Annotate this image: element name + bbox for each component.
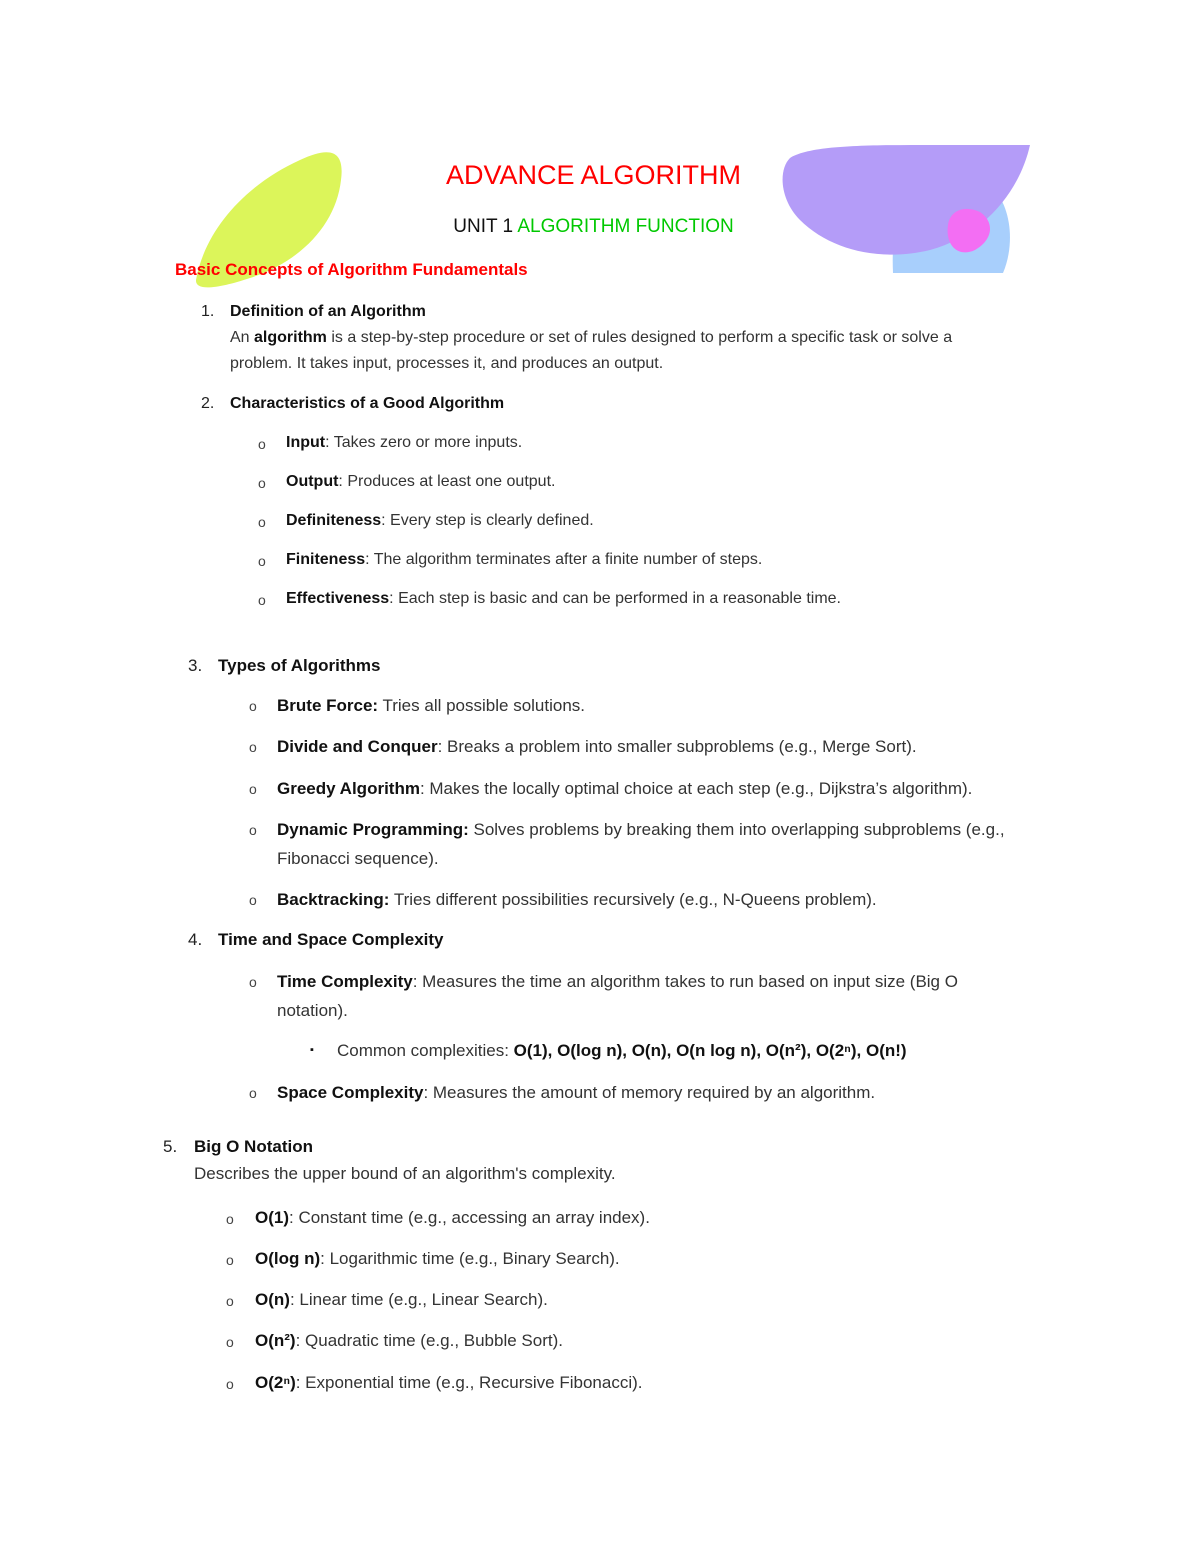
item-heading: Big O Notation <box>194 1137 313 1156</box>
unit-heading <box>0 216 1187 238</box>
item-heading: Time and Space Complexity <box>218 930 444 949</box>
item-number: 5. <box>163 1137 178 1156</box>
bullet-icon: o <box>249 892 257 908</box>
section-title: Basic Concepts of Algorithm Fundamentals <box>175 260 528 279</box>
decorative-shapes <box>0 0 1200 300</box>
bullet-icon: o <box>249 1085 257 1101</box>
bullet-icon: o <box>226 1211 234 1227</box>
bullet-icon: o <box>258 514 266 530</box>
bullet-icon: o <box>249 698 257 714</box>
bullet-icon: o <box>249 781 257 797</box>
list-item: O(2ⁿ): Exponential time (e.g., Recursive Fibonacci). <box>255 1373 643 1392</box>
list-item: Input: Takes zero or more inputs. <box>286 434 523 451</box>
bullet-icon: o <box>258 475 266 491</box>
list-item: Backtracking: Tries different possibilities recursively (e.g., N-Queens problem). <box>277 890 877 909</box>
unit-prefix: UNIT 1 <box>453 216 514 237</box>
bullet-icon: o <box>249 822 257 838</box>
bullet-icon: o <box>258 553 266 569</box>
list-item: Divide and Conquer: Breaks a problem into smaller subproblems (e.g., Merge Sort). <box>277 737 917 756</box>
list-item: Brute Force: Tries all possible solutions. <box>277 696 586 715</box>
list-item: Definiteness: Every step is clearly defined. <box>286 512 594 529</box>
list-item: Greedy Algorithm: Makes the locally optimal choice at each step (e.g., Dijkstra’s algorithm). <box>277 779 973 798</box>
square-bullet-icon: ▪ <box>310 1044 314 1056</box>
item-number: 2. <box>201 395 215 412</box>
paragraph-line: An algorithm is a step-by-step procedure or set of rules designed to perform a specific task or solve a <box>230 329 953 346</box>
list-item: O(log n): Logarithmic time (e.g., Binary Search). <box>255 1249 620 1268</box>
list-item: Dynamic Programming: Solves problems by breaking them into overlapping subproblems (e.g., <box>277 820 1005 839</box>
list-item: O(n): Linear time (e.g., Linear Search). <box>255 1290 548 1309</box>
list-item: Space Complexity: Measures the amount of memory required by an algorithm. <box>277 1083 876 1102</box>
sub-list-item: Common complexities: O(1), O(log n), O(n), O(n log n), O(n²), O(2ⁿ), O(n!) <box>337 1041 907 1060</box>
document-title: ADVANCE ALGORITHM <box>445 160 742 190</box>
bullet-icon: o <box>226 1334 234 1350</box>
list-item: Output: Produces at least one output. <box>286 473 556 490</box>
list-item: O(n²): Quadratic time (e.g., Bubble Sort). <box>255 1331 563 1350</box>
item-heading: Types of Algorithms <box>218 656 381 675</box>
list-item: Effectiveness: Each step is basic and can be performed in a reasonable time. <box>286 590 841 607</box>
item-number: 3. <box>188 656 203 675</box>
item-heading: Definition of an Algorithm <box>230 303 426 320</box>
list-item-continuation: Fibonacci sequence). <box>277 849 439 868</box>
paragraph-line: Describes the upper bound of an algorithm's complexity. <box>194 1164 616 1183</box>
bullet-icon: o <box>249 974 257 990</box>
item-number: 1. <box>201 303 215 320</box>
bullet-icon: o <box>249 739 257 755</box>
list-item: Finiteness: The algorithm terminates after a finite number of steps. <box>286 551 763 568</box>
bullet-icon: o <box>226 1252 234 1268</box>
list-item: Time Complexity: Measures the time an algorithm takes to run based on input size (Big O <box>277 972 958 991</box>
paragraph-line: problem. It takes input, processes it, and produces an output. <box>230 355 664 372</box>
bullet-icon: o <box>226 1293 234 1309</box>
list-item: O(1): Constant time (e.g., accessing an array index). <box>255 1208 650 1227</box>
list-item-continuation: notation). <box>277 1001 348 1020</box>
item-number: 4. <box>188 930 203 949</box>
bullet-icon: o <box>258 592 266 608</box>
bullet-icon: o <box>258 436 266 452</box>
item-heading: Characteristics of a Good Algorithm <box>230 395 505 412</box>
unit-name: ALGORITHM FUNCTION <box>517 216 734 237</box>
bullet-icon: o <box>226 1376 234 1392</box>
